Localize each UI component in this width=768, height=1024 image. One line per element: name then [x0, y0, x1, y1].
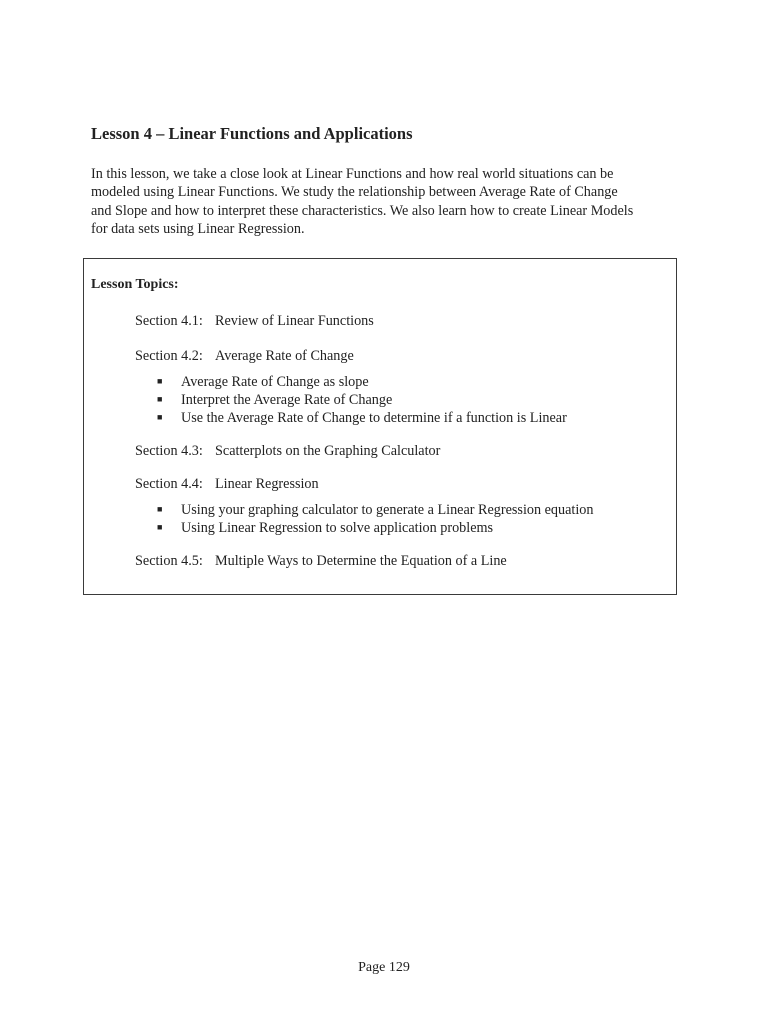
square-bullet-icon: ■: [157, 376, 163, 386]
section-label: Section 4.3:: [135, 443, 203, 459]
bullet-item: [157, 410, 567, 427]
lesson-topics-box: [83, 258, 677, 595]
square-bullet-icon: ■: [157, 522, 163, 532]
intro-line: modeled using Linear Functions. We study the relationship between Average Rate of Change: [91, 184, 618, 201]
intro-line: In this lesson, we take a close look at Linear Functions and how real world situations can be: [91, 166, 614, 182]
bullet-text: Average Rate of Change as slope: [181, 374, 369, 390]
section-item: [135, 443, 440, 460]
bullet-item: [157, 374, 369, 391]
section-item: [135, 313, 374, 330]
square-bullet-icon: ■: [157, 504, 163, 514]
bullet-text: Use the Average Rate of Change to determine if a function is Linear: [181, 410, 567, 426]
square-bullet-icon: ■: [157, 412, 163, 422]
bullet-item: [157, 520, 493, 537]
section-label: Section 4.4:: [135, 476, 203, 492]
intro-line: for data sets using Linear Regression.: [91, 220, 305, 237]
page-number: Page 129: [358, 960, 410, 975]
bullet-item: [157, 502, 593, 519]
section-item: [135, 476, 319, 493]
section-title: Review of Linear Functions: [215, 313, 374, 329]
intro-line: and Slope and how to interpret these characteristics. We also learn how to create Linear Models: [91, 202, 634, 219]
lesson-topics-heading: Lesson Topics:: [91, 277, 179, 292]
bullet-text: Using your graphing calculator to generate a Linear Regression equation: [181, 502, 594, 518]
section-item: [135, 553, 507, 570]
section-title: Scatterplots on the Graphing Calculator: [215, 443, 441, 459]
intro-paragraph: [91, 165, 691, 238]
section-label: Section 4.1:: [135, 313, 203, 329]
section-title: Multiple Ways to Determine the Equation of a Line: [215, 553, 507, 569]
lesson-title: Lesson 4 – Linear Functions and Applications: [91, 124, 413, 143]
section-title: Linear Regression: [215, 476, 319, 492]
bullet-text: Interpret the Average Rate of Change: [181, 392, 393, 408]
section-label: Section 4.5:: [135, 553, 203, 569]
section-title: Average Rate of Change: [215, 348, 354, 364]
bullet-text: Using Linear Regression to solve application problems: [181, 520, 494, 536]
section-item: [135, 348, 354, 365]
bullet-item: [157, 392, 392, 409]
section-label: Section 4.2:: [135, 348, 203, 364]
square-bullet-icon: ■: [157, 394, 163, 404]
